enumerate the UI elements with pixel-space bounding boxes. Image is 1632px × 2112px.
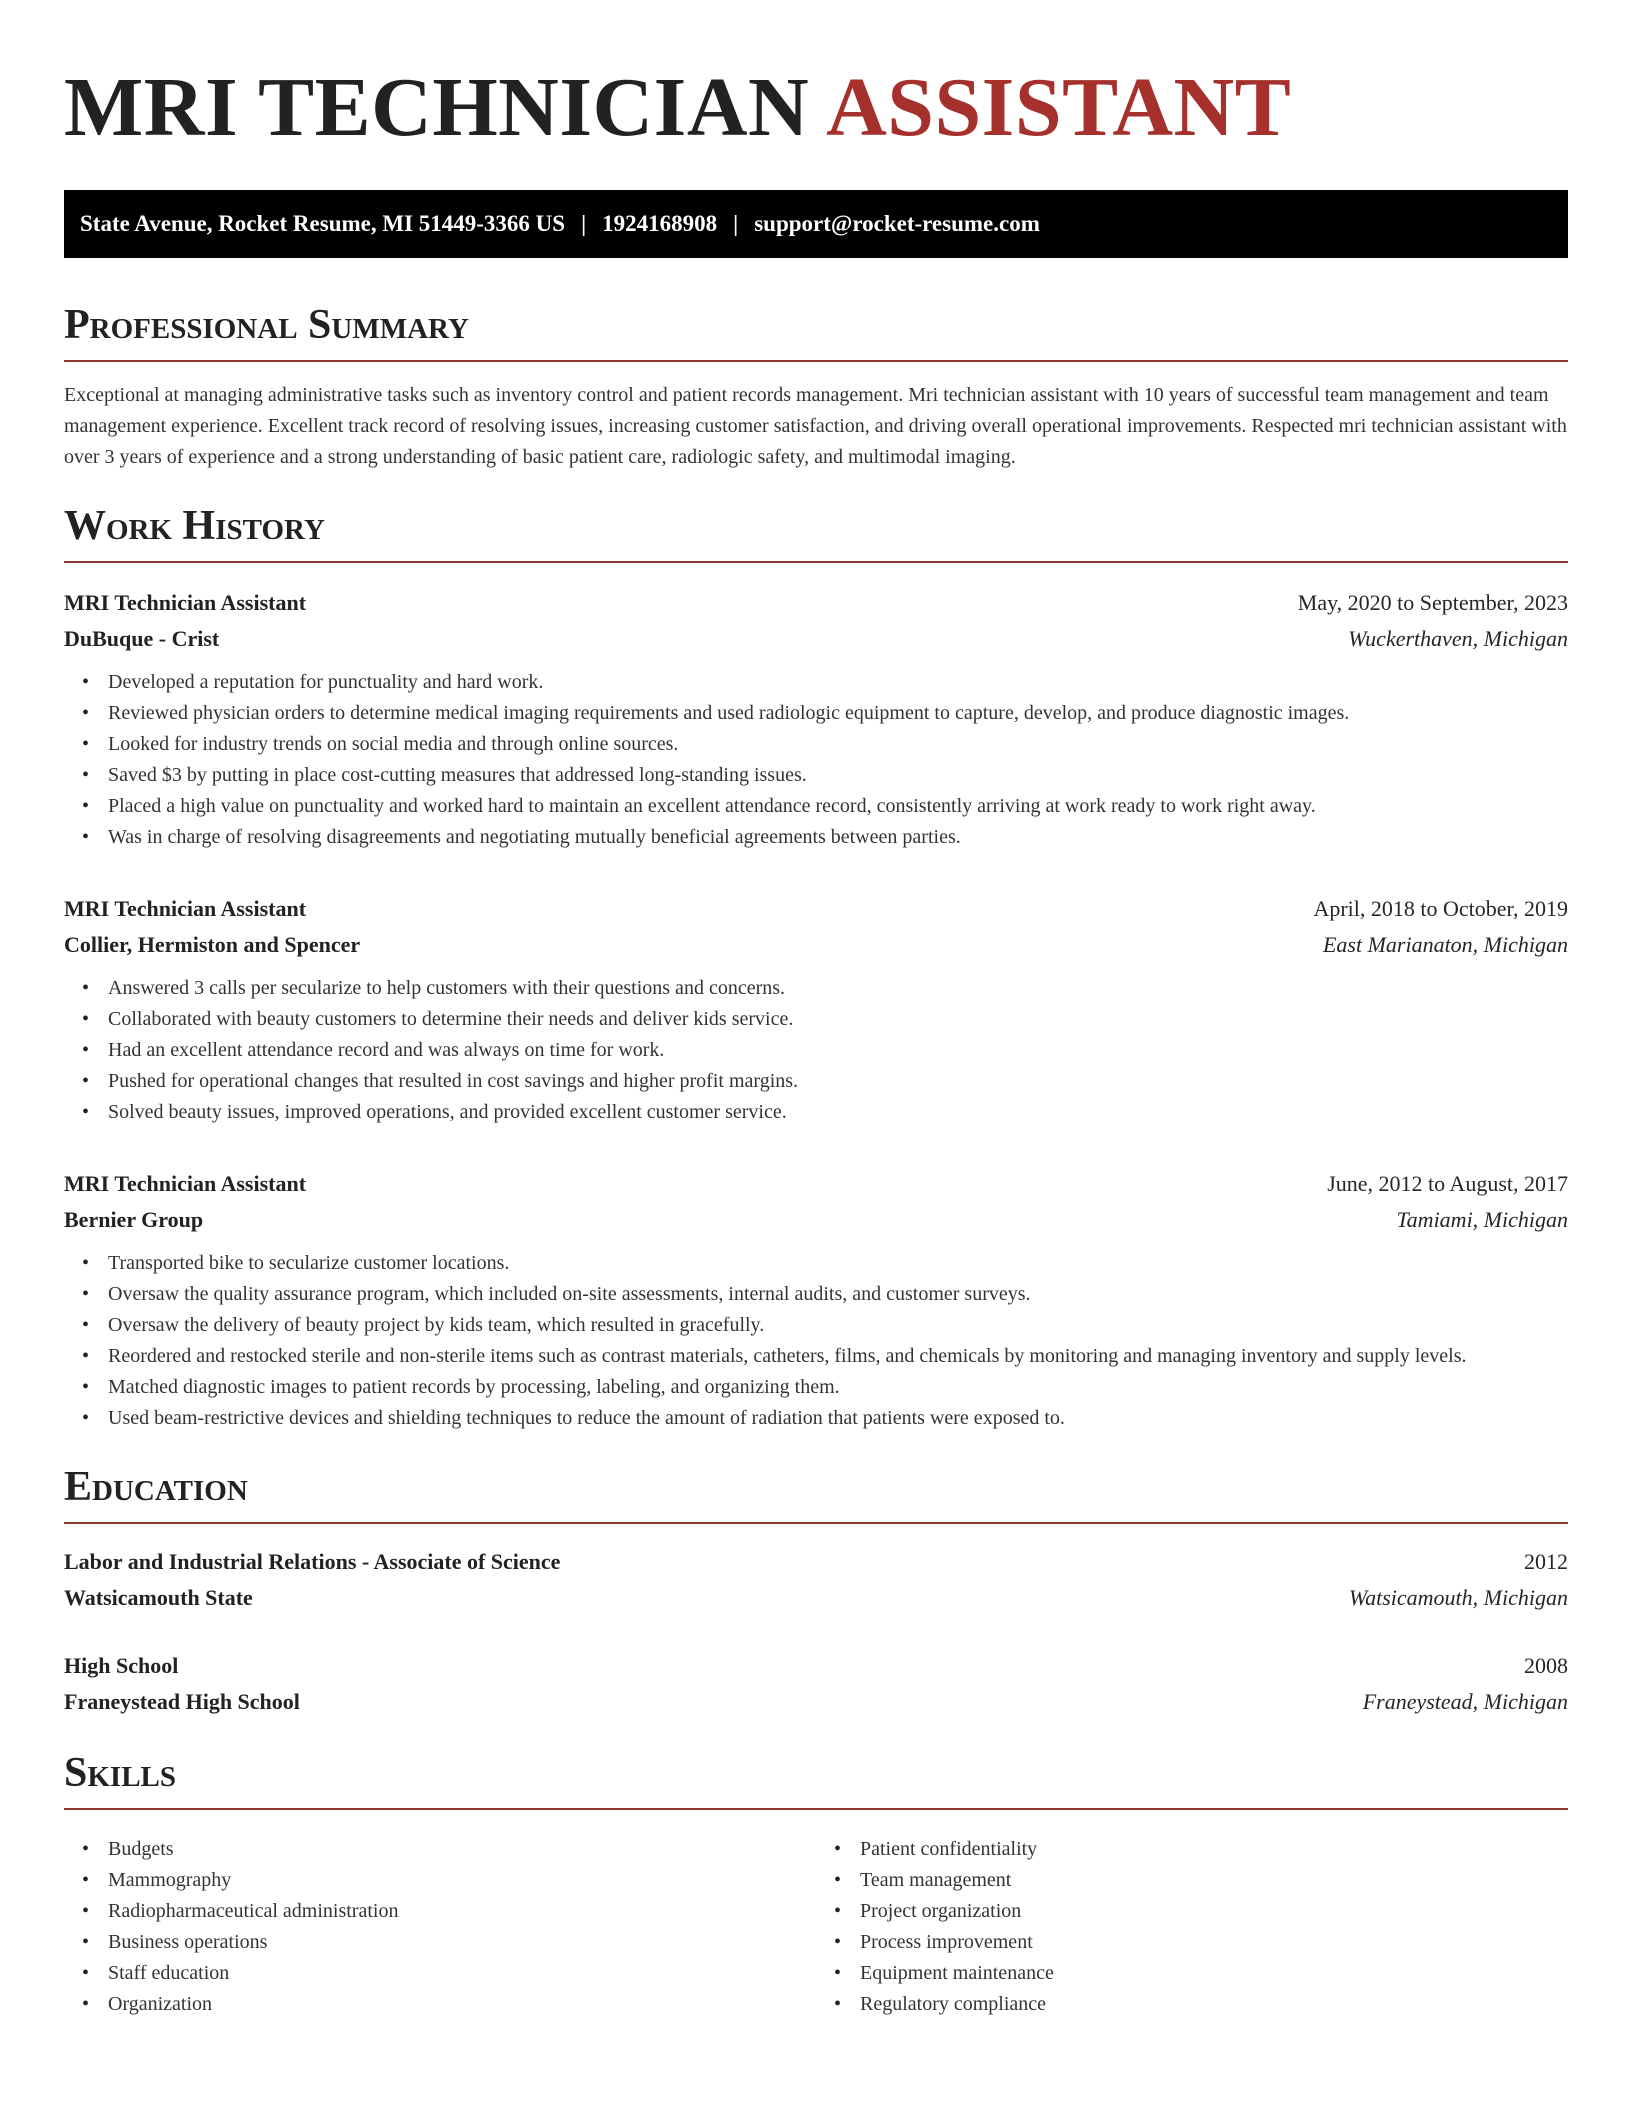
skills-section [64,1748,1568,2020]
education-section [64,1462,1568,1720]
skill-item: • Equipment maintenance [860,1958,1568,1989]
job-company-row [64,621,1568,657]
job-bullet: • Saved $3 by putting in place cost-cutting measures that addressed long-standing issues. [108,760,1568,791]
job-bullets [64,1248,1568,1434]
job-dates: June, 2012 to August, 2017 [1327,1171,1568,1196]
job-header-row [64,891,1568,927]
job-location: Wuckerthaven, Michigan [1348,626,1568,651]
skill-item: • Radiopharmaceutical administration [108,1896,816,1927]
name-accent: ASSISTANT [826,61,1292,154]
job-entry [64,891,1568,1128]
contact-phone: 1924168908 [602,211,718,236]
job-bullet: • Looked for industry trends on social media and through online sources. [108,729,1568,760]
job-bullet: • Developed a reputation for punctuality and hard work. [108,667,1568,698]
education-degree: Labor and Industrial Relations - Associate of Science [64,1549,561,1574]
summary-title: Professional Summary [64,300,1568,362]
education-school-row [64,1580,1568,1616]
job-company-row [64,1202,1568,1238]
job-bullets [64,667,1568,853]
job-list [64,585,1568,1434]
job-role: MRI Technician Assistant [64,896,307,921]
education-year: 2012 [1524,1549,1568,1574]
job-company: Collier, Hermiston and Spencer [64,932,361,957]
job-bullet: • Oversaw the quality assurance program, which included on-site assessments, internal audits, and customer surveys. [108,1279,1568,1310]
job-bullet: • Oversaw the delivery of beauty project by kids team, which resulted in gracefully. [108,1310,1568,1341]
education-location: Watsicamouth, Michigan [1348,1585,1568,1610]
job-location: East Marianaton, Michigan [1322,932,1568,957]
contact-address: State Avenue, Rocket Resume, MI 51449-3366 US [80,211,566,236]
skill-item: • Business operations [108,1927,816,1958]
education-year: 2008 [1524,1653,1568,1678]
skill-item: • Staff education [108,1958,816,1989]
job-dates: April, 2018 to October, 2019 [1313,896,1568,921]
education-header-row [64,1648,1568,1684]
job-header-row [64,585,1568,621]
job-location: Tamiami, Michigan [1396,1207,1568,1232]
skill-item: • Team management [860,1865,1568,1896]
education-school: Watsicamouth State [64,1585,253,1610]
job-bullet: • Reordered and restocked sterile and non-sterile items such as contrast materials, catheters, films, and chemicals by monitoring and managing inventory and supply levels. [108,1341,1568,1372]
skill-item: • Regulatory compliance [860,1989,1568,2020]
contact-separator: | [733,211,739,236]
education-degree: High School [64,1653,179,1678]
skill-item: • Organization [108,1989,816,2020]
contact-bar [64,190,1568,258]
job-bullet: • Was in charge of resolving disagreements and negotiating mutually beneficial agreements between parties. [108,822,1568,853]
resume-name [64,60,1568,156]
job-header-row [64,1166,1568,1202]
job-dates: May, 2020 to September, 2023 [1297,590,1568,615]
job-entry [64,585,1568,853]
job-company: DuBuque - Crist [64,626,220,651]
skills-columns [64,1824,1568,2020]
education-list [64,1544,1568,1720]
job-bullet: • Solved beauty issues, improved operations, and provided excellent customer service. [108,1097,1568,1128]
job-bullet: • Transported bike to secularize customer locations. [108,1248,1568,1279]
job-role: MRI Technician Assistant [64,1171,307,1196]
job-bullet: • Had an excellent attendance record and was always on time for work. [108,1035,1568,1066]
skill-item: • Project organization [860,1896,1568,1927]
skills-right-column [816,1834,1568,2020]
job-role: MRI Technician Assistant [64,590,307,615]
skill-item: • Budgets [108,1834,816,1865]
job-company: Bernier Group [64,1207,204,1232]
job-bullet: • Answered 3 calls per secularize to help customers with their questions and concerns. [108,973,1568,1004]
education-entry [64,1648,1568,1720]
job-entry [64,1166,1568,1434]
work-history-title: Work History [64,501,1568,563]
job-bullet: • Matched diagnostic images to patient records by processing, labeling, and organizing them. [108,1372,1568,1403]
education-header-row [64,1544,1568,1580]
work-history-section [64,501,1568,1434]
job-bullet: • Pushed for operational changes that resulted in cost savings and higher profit margins. [108,1066,1568,1097]
job-bullet: • Reviewed physician orders to determine medical imaging requirements and used radiologic equipment to capture, develop, and produce diagnostic images. [108,698,1568,729]
job-bullet: • Placed a high value on punctuality and worked hard to maintain an excellent attendance record, consistently arriving at work ready to work right away. [108,791,1568,822]
contact-email[interactable]: support@rocket-resume.com [754,211,1040,236]
education-entry [64,1544,1568,1616]
education-title: Education [64,1462,1568,1524]
skills-left-column [64,1834,816,2020]
job-bullet: • Collaborated with beauty customers to determine their needs and deliver kids service. [108,1004,1568,1035]
skill-item: • Mammography [108,1865,816,1896]
contact-separator: | [581,211,587,236]
skills-title: Skills [64,1748,1568,1810]
job-company-row [64,927,1568,963]
skill-item: • Process improvement [860,1927,1568,1958]
skill-item: • Patient confidentiality [860,1834,1568,1865]
education-school: Franeystead High School [64,1689,300,1714]
education-school-row [64,1684,1568,1720]
summary-section [64,300,1568,473]
summary-text: Exceptional at managing administrative tasks such as inventory control and patient records management. Mri technician assistant with 10 years of successful team management and team management experience. Excellent track record of resolving issues, increasing customer satisfaction, and driving overall operational improvements. Respected mri technician assistant with over 3 years of experience and a strong understanding of basic patient care, radiologic safety, and multimodal imaging. [64,384,1567,468]
job-bullets [64,973,1568,1128]
education-location: Franeystead, Michigan [1362,1689,1568,1714]
job-bullet: • Used beam-restrictive devices and shielding techniques to reduce the amount of radiation that patients were exposed to. [108,1403,1568,1434]
name-main: MRI TECHNICIAN [64,61,810,154]
